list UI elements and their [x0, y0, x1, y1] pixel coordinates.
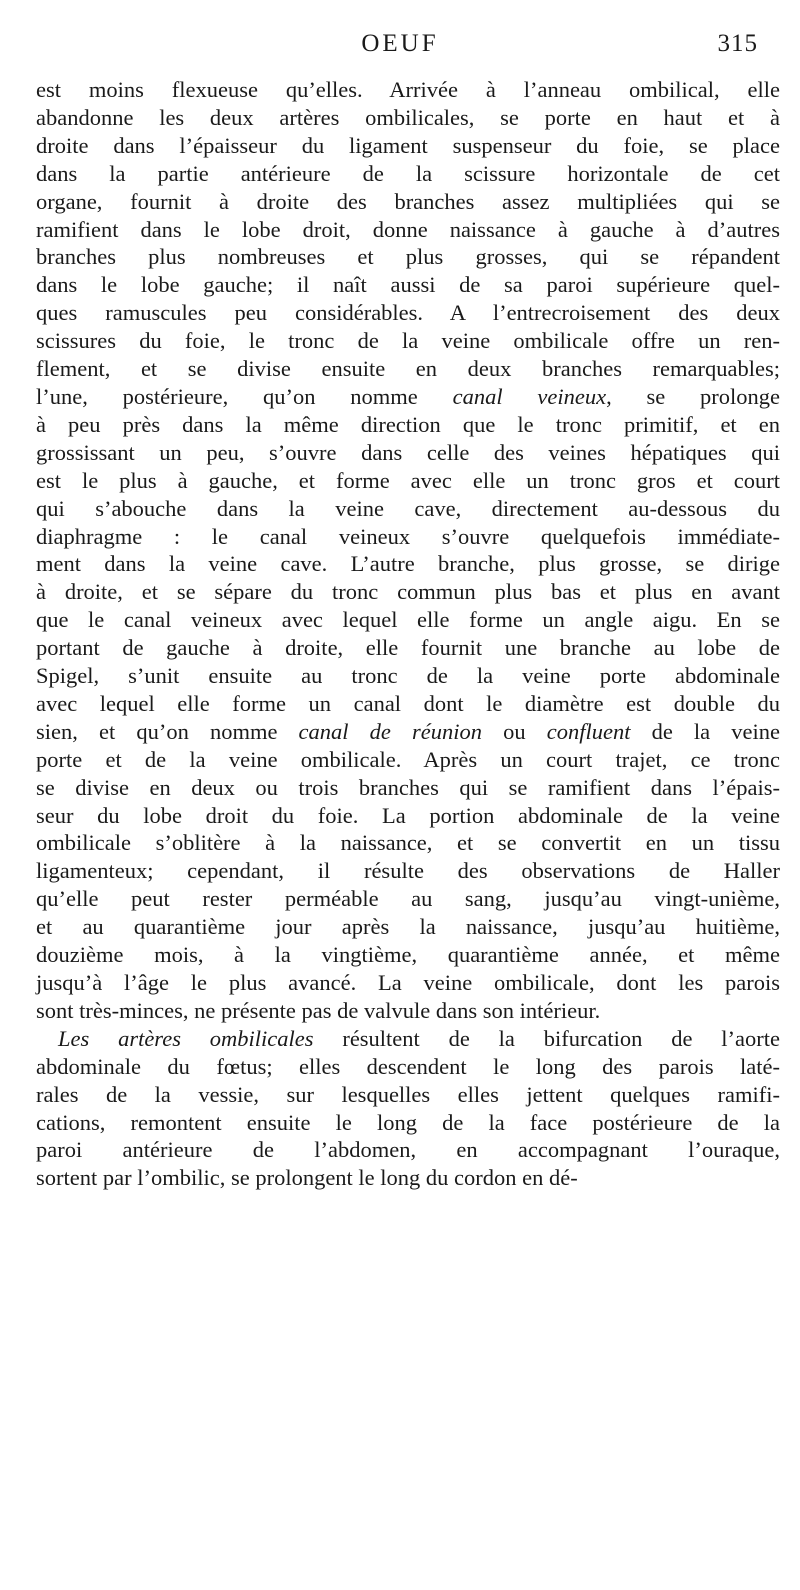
text-run: cations, remontent ensuite le long de la face postérieure de la	[36, 1109, 780, 1135]
text-run: scissures du foie, le tronc de la veine ombilicale offre un ren-	[36, 328, 780, 354]
text-run: douzième mois, à la vingtième, quarantième année, et même	[36, 942, 780, 968]
text-line	[36, 439, 780, 467]
text-line	[36, 188, 780, 216]
text-line	[36, 523, 780, 551]
paragraph	[36, 1025, 780, 1192]
text-line	[36, 606, 780, 634]
text-line	[36, 913, 780, 941]
text-run: sont très-minces, ne présente pas de valvule dans son intérieur.	[36, 997, 601, 1023]
text-line	[36, 690, 780, 718]
italic-term: Les artères ombilicales	[58, 1025, 314, 1051]
body-text	[36, 76, 780, 1192]
italic-term: canal de réunion	[298, 718, 482, 744]
paragraph	[36, 76, 780, 1025]
text-run: qui s’abouche dans la veine cave, directement au-dessous du	[36, 495, 780, 521]
text-run: abdominale du fœtus; elles descendent le long des parois laté-	[36, 1053, 780, 1079]
text-line	[36, 495, 780, 523]
text-line	[36, 857, 780, 885]
text-run: ombilicale s’oblitère à la naissance, et se convertit en un tissu	[36, 830, 780, 856]
text-run: seur du lobe droit du foie. La portion abdominale de la veine	[36, 802, 780, 828]
text-run: est moins flexueuse qu’elles. Arrivée à l’anneau ombilical, elle	[36, 77, 780, 102]
text-run: branches plus nombreuses et plus grosses, qui se répandent	[36, 244, 780, 270]
text-run: sortent par l’ombilic, se prolongent le long du cordon en dé-	[36, 1165, 578, 1191]
text-line	[36, 662, 780, 690]
text-line	[36, 1164, 780, 1192]
text-line	[36, 216, 780, 244]
text-run: que le canal veineux avec lequel elle forme un angle aigu. En se	[36, 607, 780, 633]
text-line	[36, 1053, 780, 1081]
text-run: paroi antérieure de l’abdomen, en accompagnant l’ouraque,	[36, 1137, 780, 1163]
text-line	[36, 76, 780, 104]
text-run: porte et de la veine ombilicale. Après un court trajet, ce tronc	[36, 746, 780, 772]
text-line	[36, 271, 780, 299]
text-line	[36, 746, 780, 774]
running-head: OEUF	[361, 30, 439, 57]
text-run: avec lequel elle forme un canal dont le diamètre est double du	[36, 690, 780, 716]
text-line	[36, 885, 780, 913]
text-run: portant de gauche à droite, elle fournit une branche au lobe de	[36, 635, 780, 661]
text-line	[36, 578, 780, 606]
text-line	[36, 1025, 780, 1053]
text-run: à droite, et se sépare du tronc commun plus bas et plus en avant	[36, 579, 780, 605]
text-run: ligamenteux; cependant, il résulte des observations de Haller	[36, 858, 780, 884]
text-run: rales de la vessie, sur lesquelles elles jettent quelques ramifi-	[36, 1081, 780, 1107]
text-line	[36, 941, 780, 969]
text-line	[36, 774, 780, 802]
text-run: ramifient dans le lobe droit, donne naissance à gauche à d’autres	[36, 216, 780, 242]
italic-term: confluent	[546, 718, 631, 744]
text-run: sien, et qu’on nomme	[36, 718, 299, 744]
text-run: ment dans la veine cave. L’autre branche, plus grosse, se dirige	[36, 551, 780, 577]
italic-term: canal veineux	[452, 383, 607, 409]
text-run: se divise en deux ou trois branches qui se ramifient dans l’épais-	[36, 774, 780, 800]
text-run: flement, et se divise ensuite en deux branches remarquables;	[36, 356, 780, 382]
text-line	[36, 634, 780, 662]
text-run: organe, fournit à droite des branches assez multipliées qui se	[36, 188, 780, 214]
text-run: ques ramuscules peu considérables. A l’entrecroisement des deux	[36, 300, 780, 326]
text-run: à peu près dans la même direction que le tronc primitif, et en	[36, 411, 780, 437]
text-run: diaphragme : le canal veineux s’ouvre quelquefois immédiate-	[36, 523, 780, 549]
text-line	[36, 327, 780, 355]
text-line	[36, 160, 780, 188]
text-line	[36, 997, 780, 1025]
text-run: , se prolonge	[606, 383, 780, 409]
text-run: résultent de la bifurcation de l’aorte	[313, 1025, 780, 1051]
page-header	[36, 30, 764, 70]
text-line	[36, 550, 780, 578]
text-line	[36, 1081, 780, 1109]
text-line	[36, 1109, 780, 1137]
page-number: 315	[717, 30, 758, 57]
text-run: l’une, postérieure, qu’on nomme	[36, 383, 453, 409]
text-run: abandonne les deux artères ombilicales, se porte en haut et à	[36, 104, 780, 130]
text-line	[36, 467, 780, 495]
text-line	[36, 104, 780, 132]
text-run: est le plus à gauche, et forme avec elle un tronc gros et court	[36, 467, 780, 493]
text-line	[36, 1136, 780, 1164]
text-run: de la veine	[630, 718, 781, 744]
text-run: qu’elle peut rester perméable au sang, jusqu’au vingt-unième,	[36, 886, 780, 912]
text-line	[36, 411, 780, 439]
text-run: dans le lobe gauche; il naît aussi de sa paroi supérieure quel-	[36, 272, 780, 298]
text-run: Spigel, s’unit ensuite au tronc de la veine porte abdominale	[36, 663, 780, 689]
text-run: et au quarantième jour après la naissance, jusqu’au huitième,	[36, 914, 780, 940]
text-line	[36, 299, 780, 327]
text-run: jusqu’à l’âge le plus avancé. La veine ombilicale, dont les parois	[36, 970, 780, 995]
text-line	[36, 718, 780, 746]
text-run: ou	[482, 718, 547, 744]
text-run: droite dans l’épaisseur du ligament suspenseur du foie, se place	[36, 132, 780, 158]
text-run: grossissant un peu, s’ouvre dans celle des veines hépatiques qui	[36, 439, 780, 465]
text-line	[36, 132, 780, 160]
text-line	[36, 829, 780, 857]
text-line	[36, 969, 780, 997]
text-line	[36, 802, 780, 830]
text-run: dans la partie antérieure de la scissure horizontale de cet	[36, 160, 780, 186]
text-line	[36, 355, 780, 383]
text-line	[36, 383, 780, 411]
text-line	[36, 243, 780, 271]
